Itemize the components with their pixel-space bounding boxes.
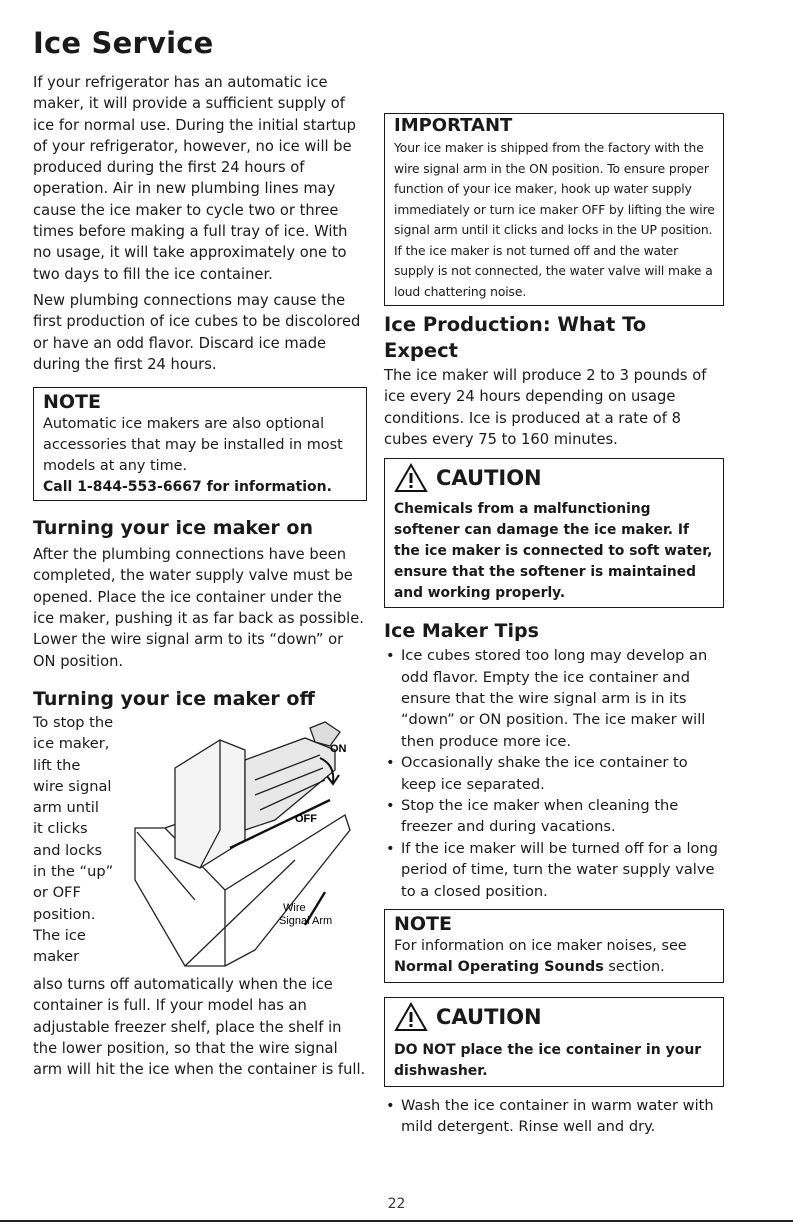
turning-off-heading: Turning your ice maker off	[33, 687, 315, 710]
wash-list	[384, 1095, 724, 1138]
note-noises-text	[394, 936, 715, 978]
list-item: • Wash the ice container in warm water with mild detergent. Rinse well and dry.	[384, 1095, 724, 1138]
side-line: maker	[33, 948, 80, 966]
warning-triangle-icon	[394, 1002, 428, 1032]
side-line: lift the	[33, 756, 81, 774]
note-box	[33, 387, 367, 501]
bottom-divider	[0, 1220, 793, 1222]
page-number: 22	[387, 1196, 406, 1212]
side-line: position.	[33, 905, 96, 923]
side-line: To stop the	[33, 713, 114, 731]
side-line: it clicks	[33, 820, 88, 838]
side-line: and locks	[33, 841, 103, 859]
plumbing-paragraph: New plumbing connections may cause the first production of ice cubes to be discolored or have an odd flavor. Discard ice made during the first 24 hours.	[33, 291, 361, 373]
side-line: The ice	[33, 926, 86, 944]
label-signal-arm: Signal Arm	[279, 914, 333, 927]
ice-maker-illustration	[125, 720, 365, 970]
label-wire: Wire	[283, 901, 306, 914]
turning-on-text: After the plumbing connections have been completed, the water supply valve must be opened. Place the ice container under the ice maker, pushing it as far back as possible. Lower the wire signal arm to its “down” or ON position.	[33, 546, 364, 670]
side-line: wire signal	[33, 777, 112, 795]
caution-header	[394, 463, 715, 493]
turning-off-tail: also turns off automatically when the ice container is full. If your model has an adjustable freezer shelf, place the shelf in the lower position, so that the wire signal arm will hit the ice when the container is full.	[33, 975, 366, 1079]
caution-title: CAUTION	[436, 1005, 542, 1030]
note-noises-intro: For information on ice maker noises, see	[394, 938, 687, 955]
caution-dishwasher-text: DO NOT place the ice container in your dishwasher.	[394, 1042, 702, 1080]
ice-maker-body	[175, 722, 340, 868]
caution-text: Chemicals from a malfunctioning softener can damage the ice maker. If the ice maker is connected to soft water, ensure that the softener is maintained and working properly.	[394, 501, 713, 602]
note-noises-link: Normal Operating Sounds	[394, 959, 604, 976]
caution-title: CAUTION	[436, 466, 542, 491]
note-noises-tail: section.	[603, 959, 665, 976]
caution-box-dishwasher	[384, 997, 724, 1087]
label-off: OFF	[295, 812, 317, 825]
tips-heading: Ice Maker Tips	[384, 620, 539, 643]
important-title: IMPORTANT	[394, 115, 513, 136]
side-line: ice maker,	[33, 735, 110, 753]
page-title: Ice Service	[33, 26, 214, 60]
note-title: NOTE	[43, 391, 101, 414]
caution-box-softener	[384, 458, 724, 608]
side-line: in the “up”	[33, 863, 114, 881]
production-text: The ice maker will produce 2 to 3 pounds of ice every 24 hours depending on usage conditions. Ice is produced at a rate of 8 cubes every 75 to 160 minutes.	[384, 367, 707, 448]
production-heading: Ice Production: What To Expect	[384, 313, 647, 362]
warning-triangle-icon	[394, 463, 428, 493]
note-title: NOTE	[394, 913, 452, 936]
turning-on-heading: Turning your ice maker on	[33, 517, 313, 540]
turning-off-side-text	[33, 712, 123, 968]
important-box	[384, 113, 724, 306]
label-on: ON	[330, 742, 347, 755]
list-item: • If the ice maker will be turned off for a long period of time, turn the water supply valve to a closed position.	[384, 838, 724, 902]
right-column	[384, 113, 724, 1138]
caution-header	[394, 1002, 715, 1032]
side-line: or OFF	[33, 884, 81, 902]
note-box-noises	[384, 909, 724, 983]
list-item: • Stop the ice maker when cleaning the freezer and during vacations.	[384, 795, 724, 838]
left-column	[33, 70, 367, 1080]
note-phone: Call 1-844-553-6667 for information.	[43, 479, 332, 496]
list-item: • Occasionally shake the ice container to keep ice separated.	[384, 752, 724, 795]
tips-list	[384, 645, 724, 902]
intro-paragraph: If your refrigerator has an automatic ice maker, it will provide a sufficient supply of ice for normal use. During the initial startup of your refrigerator, however, no ice will be produced during the first 24 hours of operation. Air in new plumbing lines may cause the ice maker to cycle two or three times before making a full tray of ice. With no usage, it will take approximately one to two days to fill the ice container.	[33, 74, 356, 283]
side-line: arm until	[33, 799, 99, 817]
list-item: • Ice cubes stored too long may develop an odd flavor. Empty the ice container and ensure that the wire signal arm is in its “down” or ON position. The ice maker will then produce more ice.	[384, 645, 724, 752]
ice-maker-figure-block	[33, 712, 367, 974]
important-text-2: If the ice maker is not turned off and the water supply is not connected, the water valve will make a loud chattering noise.	[394, 243, 713, 299]
note-text: Automatic ice makers are also optional accessories that may be installed in most models at any time.	[43, 416, 343, 475]
important-text: Your ice maker is shipped from the factory with the wire signal arm in the ON position. To ensure proper function of your ice maker, hook up water supply immediately or turn ice maker OFF by lifting the wire signal arm until it clicks and locks in the UP position.	[394, 141, 715, 237]
